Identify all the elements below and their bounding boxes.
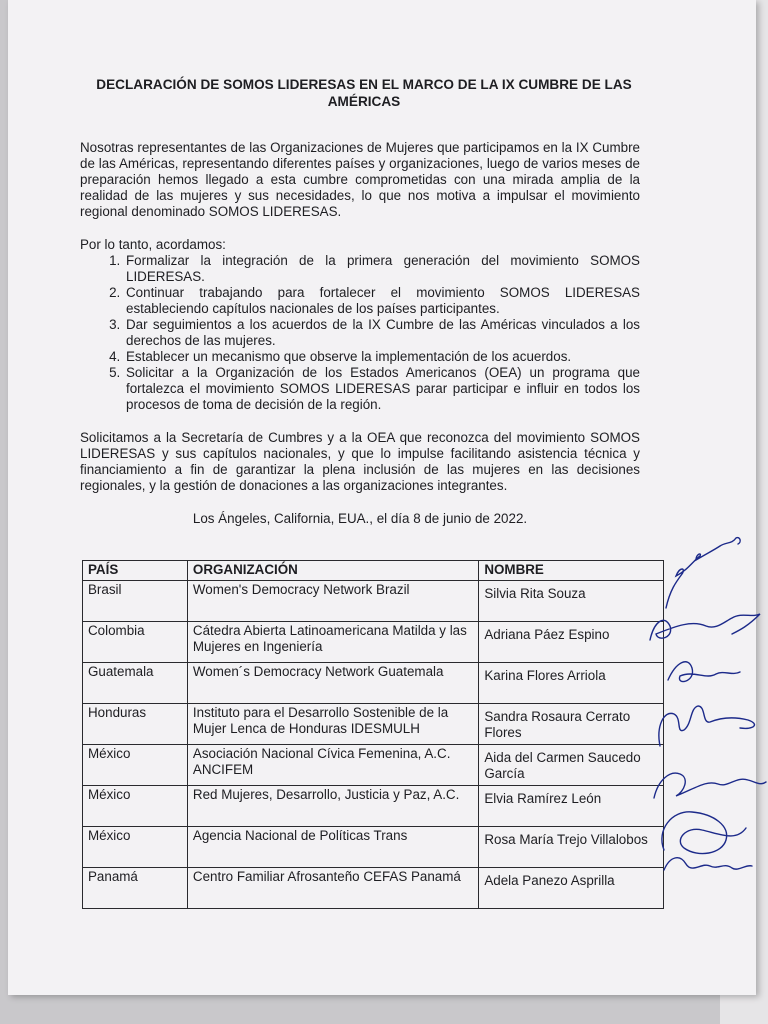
- table-row: [83, 786, 664, 827]
- organization-cell: Red Mujeres, Desarrollo, Justicia y Paz, A.C.: [187, 786, 478, 827]
- agreement-item: 1. Formalizar la integración de la primera generación del movimiento SOMOS LIDERESAS.: [124, 253, 640, 285]
- country-cell: Colombia: [83, 622, 188, 663]
- name-cell: Aida del Carmen Saucedo García: [479, 745, 664, 786]
- header-organization: ORGANIZACIÓN: [187, 561, 478, 581]
- signature-4: [659, 706, 754, 746]
- country-cell: Honduras: [83, 704, 188, 745]
- agreement-item: 4. Establecer un mecanismo que observe la implementación de los acuerdos.: [124, 349, 640, 365]
- country-cell: Panamá: [83, 868, 188, 909]
- header-country: PAÍS: [83, 561, 188, 581]
- table-row: [83, 581, 664, 622]
- organization-cell: Women's Democracy Network Brazil: [187, 581, 478, 622]
- organization-cell: Centro Familiar Afrosanteño CEFAS Panamá: [187, 868, 478, 909]
- header-name: NOMBRE: [479, 561, 664, 581]
- agreement-item: 5. Solicitar a la Organización de los Estados Americanos (OEA) un programa que fortalezca el movimiento SOMOS LIDERESAS parar participar e influir en todos los procesos de toma de decisión de la región.: [124, 365, 640, 413]
- signature-6: [662, 812, 746, 854]
- name-cell: Rosa María Trejo Villalobos: [479, 827, 664, 868]
- name-cell: Elvia Ramírez León: [479, 786, 664, 827]
- table-row: [83, 827, 664, 868]
- place-date: Los Ángeles, California, EUA., el día 8 de junio de 2022.: [192, 511, 528, 526]
- table-header-row: [83, 561, 664, 581]
- name-cell: Adriana Páez Espino: [479, 622, 664, 663]
- organization-cell: Asociación Nacional Cívica Femenina, A.C. ANCIFEM: [187, 745, 478, 786]
- document-title: DECLARACIÓN DE SOMOS LIDERESAS EN EL MARCO DE LA IX CUMBRE DE LAS AMÉRICAS: [96, 77, 632, 109]
- request-paragraph: Solicitamos a la Secretaría de Cumbres y a la OEA que reconozca del movimiento SOMOS LIDERESAS y sus capítulos nacionales, y que lo impulse facilitando asistencia técnica y financiamiento a fin de garantizar la plena inclusión de las mujeres en las decisiones regionales, y la gestión de donaciones a las organizaciones integrantes.: [80, 430, 640, 493]
- signature-5: [654, 773, 766, 798]
- organization-cell: Agencia Nacional de Políticas Trans: [187, 827, 478, 868]
- organization-cell: Instituto para el Desarrollo Sostenible de la Mujer Lenca de Honduras IDESMULH: [187, 704, 478, 745]
- name-cell: Silvia Rita Souza: [479, 581, 664, 622]
- signatories-table: [82, 560, 664, 909]
- agreements-intro: Por lo tanto, acordamos:: [80, 237, 226, 252]
- name-cell: Adela Panezo Asprilla: [479, 868, 664, 909]
- country-cell: México: [83, 745, 188, 786]
- organization-cell: Cátedra Abierta Latinoamericana Matilda y las Mujeres en Ingeniería: [187, 622, 478, 663]
- table-row: [83, 745, 664, 786]
- signature-3: [668, 662, 740, 682]
- country-cell: México: [83, 827, 188, 868]
- agreement-item: 3. Dar seguimientos a los acuerdos de la IX Cumbre de las Américas vinculados a los derechos de las mujeres.: [124, 317, 640, 349]
- country-cell: México: [83, 786, 188, 827]
- country-cell: Brasil: [83, 581, 188, 622]
- organization-cell: Women´s Democracy Network Guatemala: [187, 663, 478, 704]
- document-body: [80, 76, 640, 537]
- agreement-item: 2. Continuar trabajando para fortalecer el movimiento SOMOS LIDERESAS estableciendo capítulos nacionales de los países participantes.: [124, 285, 640, 317]
- handwritten-signatures: [636, 530, 768, 890]
- signature-1: [666, 538, 740, 608]
- agreements-list: [80, 253, 640, 413]
- name-cell: Sandra Rosaura Cerrato Flores: [479, 704, 664, 745]
- table-row: [83, 868, 664, 909]
- intro-paragraph: Nosotras representantes de las Organizaciones de Mujeres que participamos en la IX Cumbre de las Américas, representando diferentes países y organizaciones, luego de varios meses de preparación hemos llegado a esta cumbre comprometidas con una mirada amplia de la realidad de las mujeres y sus necesidades, lo que nos motiva a impulsar el movimiento regional denominado SOMOS LIDERESAS.: [80, 140, 640, 219]
- country-cell: Guatemala: [83, 663, 188, 704]
- table-row: [83, 704, 664, 745]
- signature-7: [664, 858, 752, 870]
- table-row: [83, 663, 664, 704]
- table-row: [83, 622, 664, 663]
- signature-2: [650, 614, 760, 640]
- name-cell: Karina Flores Arriola: [479, 663, 664, 704]
